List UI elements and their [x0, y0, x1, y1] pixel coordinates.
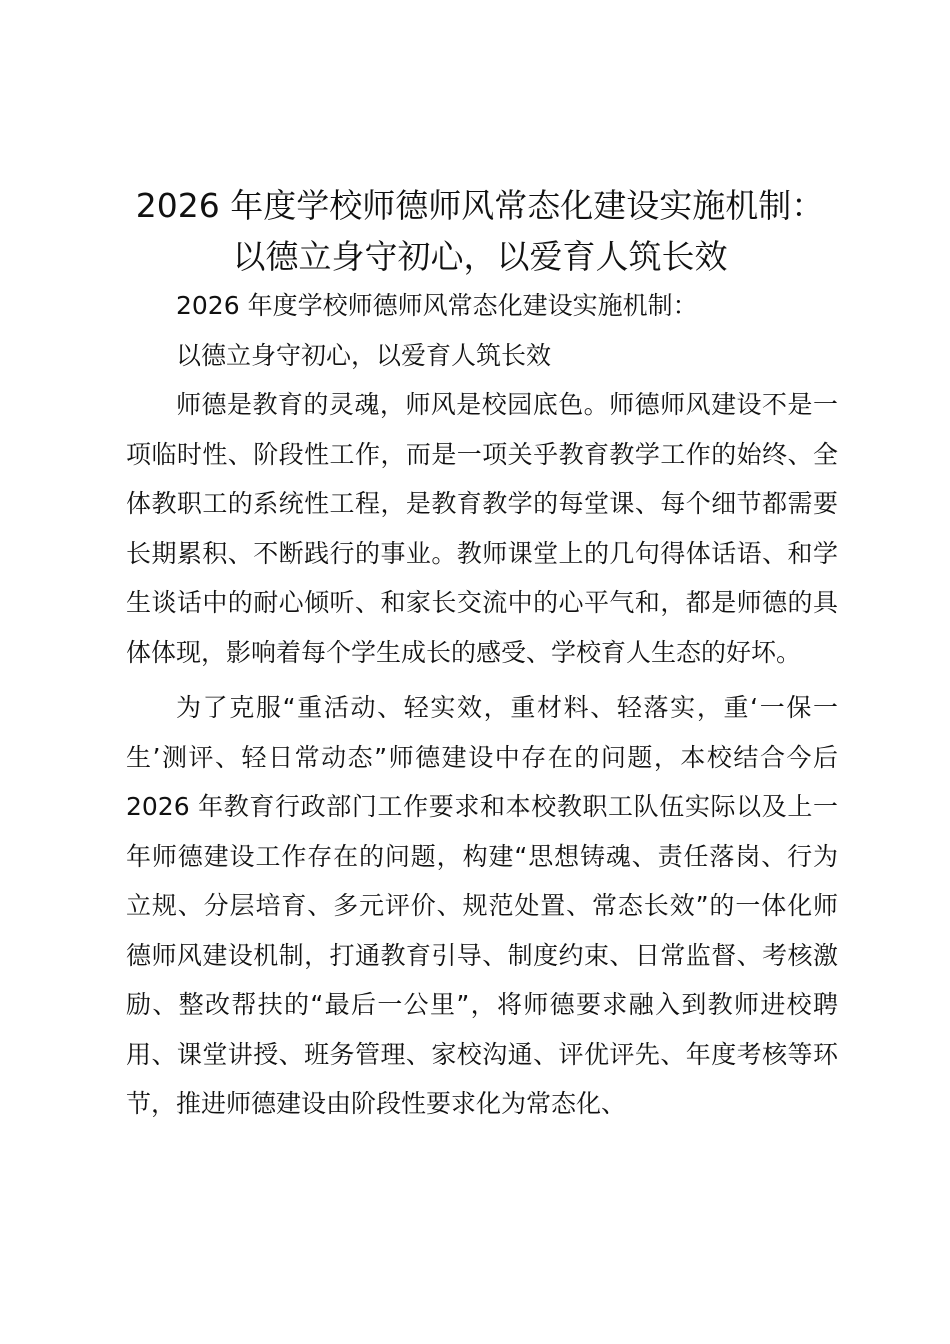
subtitle-line-1: 2026 年度学校师德师风常态化建设实施机制：	[176, 291, 698, 320]
subtitle-line-2: 以德立身守初心，以爱育人筑长效	[176, 340, 552, 370]
paragraph-1: 师德是教育的灵魂，师风是校园底色。师德师风建设不是一项临时性、阶段性工作，而是一项关乎教育教学工作的始终、全体教职工的系统性工程，是教育教学的每堂课、每个细节都需要长期累积、不断践行的事业。教师课堂上的几句得体话语、和学生谈话中的耐心倾听、和家长交流中的心平气和，都是师德的具体体现，影响着每个学生成长的感受、学校育人生态的好坏。	[126, 390, 838, 667]
document-title	[100, 180, 860, 282]
document-body	[126, 281, 838, 1129]
title-line-2: 以德立身守初心，以爱育人筑长效	[232, 237, 728, 276]
paragraph-2: 为了克服“重活动、轻实效，重材料、轻落实，重‘一保一生’测评、轻日常动态”师德建设中存在的问题，本校结合今后 2026 年教育行政部门工作要求和本校教职工队伍实际以及上一年师德建设工作存在的问题，构建“思想铸魂、责任落岗、行为立规、分层培育、多元评价、规范处置、常态长效”的一体化师德师风建设机制，打通教育引导、制度约束、日常监督、考核激励、整改帮扶的“最后一公里”，将师德要求融入到教师进校聘用、课堂讲授、班务管理、家校沟通、评优评先、年度考核等环节，推进师德建设由阶段性要求化为常态化、	[126, 693, 838, 1118]
title-line-1: 2026 年度学校师德师风常态化建设实施机制：	[135, 186, 825, 225]
